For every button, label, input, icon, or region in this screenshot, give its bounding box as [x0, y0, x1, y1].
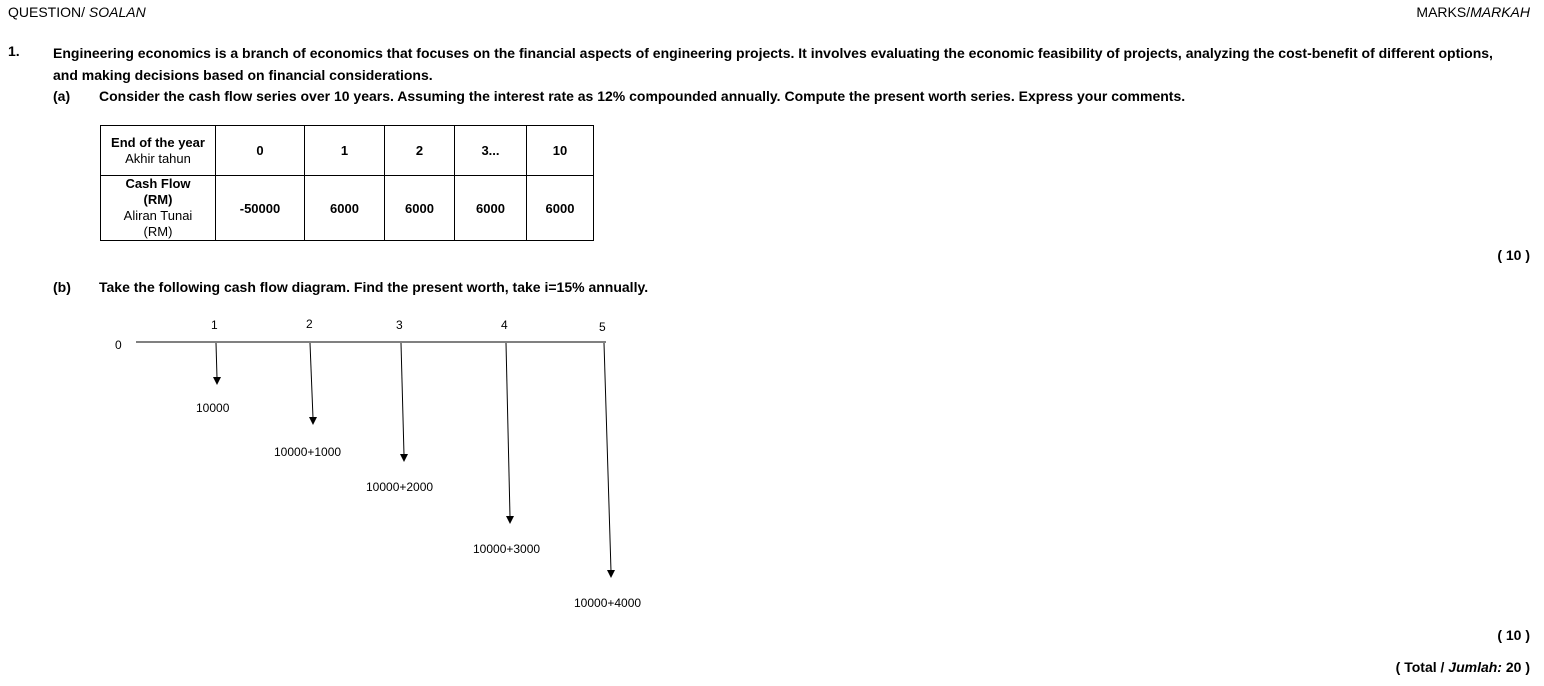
diagram-amount-label: 10000	[196, 401, 230, 415]
year-cell: 1	[305, 126, 385, 176]
year-cell: 2	[385, 126, 455, 176]
diagram-origin-label: 0	[115, 338, 122, 352]
diagram-amount-label: 10000+1000	[274, 445, 342, 459]
cashflow-cell: -50000	[216, 176, 305, 241]
diagram-period-label: 4	[501, 318, 508, 332]
year-header-en: End of the year	[111, 134, 205, 150]
total-marks	[1396, 659, 1530, 675]
part-b-marks: ( 10 )	[1497, 627, 1530, 643]
cashflow-cell: 6000	[455, 176, 527, 241]
diagram-period-label: 5	[599, 320, 606, 334]
cash-outflow-arrow	[604, 343, 615, 578]
diagram-amount-label: 10000+3000	[473, 542, 541, 556]
cashflow-cell: 6000	[305, 176, 385, 241]
part-a-label: (a)	[53, 88, 71, 104]
part-b-text: Take the following cash flow diagram. Find the present worth, take i=15% annually.	[99, 279, 649, 295]
year-header-ms: Akhir tahun	[125, 150, 191, 166]
total-open: ( Total /	[1395, 659, 1445, 675]
diagram-amount-label: 10000+4000	[574, 596, 642, 610]
diagram-period-label: 1	[211, 318, 218, 332]
cashflow-cell: 6000	[385, 176, 455, 241]
cashflow-header-en-2: (RM)	[143, 192, 173, 207]
cashflow-header-en-1: Cash Flow	[125, 176, 191, 191]
diagram-amount-label: 10000+2000	[366, 480, 434, 494]
cashflow-header-ms-1: Aliran Tunai	[123, 208, 193, 223]
cashflow-header-ms-2: (RM)	[143, 224, 173, 239]
cash-outflow-arrow	[309, 343, 317, 425]
question-label: QUESTION/	[8, 4, 86, 20]
marks-label: MARKS/	[1416, 4, 1471, 20]
question-number: 1.	[8, 43, 20, 59]
diagram-period-label: 3	[396, 318, 403, 332]
marks-label-malay: MARKAH	[1470, 4, 1530, 20]
diagram-period-label: 2	[306, 317, 313, 331]
question-label-malay: SOALAN	[88, 4, 146, 20]
total-label-malay: Jumlah:	[1448, 659, 1502, 675]
cash-outflow-arrow	[506, 343, 514, 524]
cash-outflow-arrow	[213, 343, 221, 385]
year-cell: 0	[216, 126, 305, 176]
part-b-label: (b)	[53, 279, 71, 295]
total-close: 20 )	[1505, 659, 1530, 675]
year-cell: 10	[527, 126, 594, 176]
part-a-text: Consider the cash flow series over 10 years. Assuming the interest rate as 12% compounded annually. Compute the present worth series. Express your comments.	[99, 88, 1186, 104]
cashflow-cell: 6000	[527, 176, 594, 241]
cash-outflow-arrow	[400, 343, 408, 462]
question-text: Engineering economics is a branch of economics that focuses on the financial aspects of engineering projects. It involves evaluating the economic feasibility of projects, analyzing the cost-benefit of different options, and making decisions based on financial considerations.	[53, 45, 1493, 83]
part-a-marks: ( 10 )	[1497, 247, 1530, 263]
year-cell: 3...	[455, 126, 527, 176]
